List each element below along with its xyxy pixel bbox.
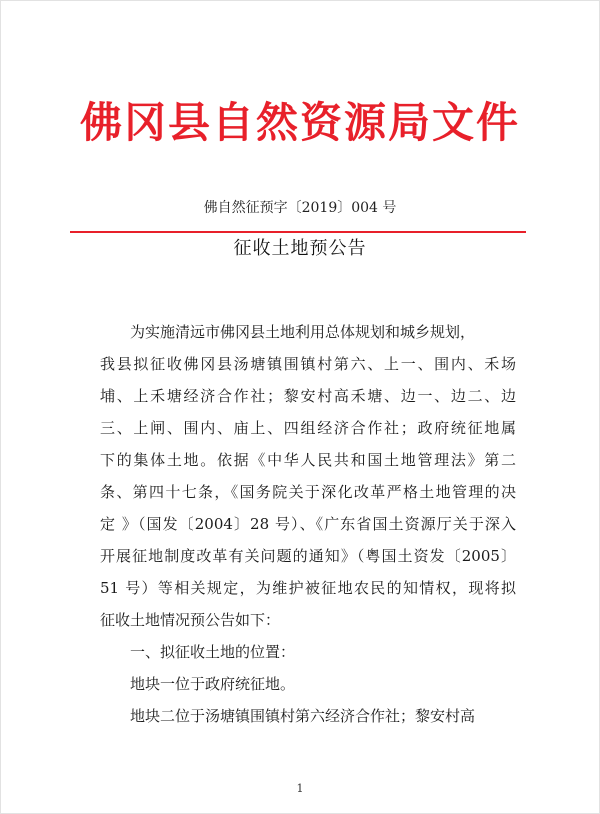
paragraph-line: 定 》（国发〔2004〕28 号）、《广东省国土资源厅关于深入 (100, 515, 516, 533)
intro-paragraph (100, 316, 516, 636)
section-heading: 一、拟征收土地的位置： (130, 643, 296, 661)
paragraph-line: 下的集体土地。依据《中华人民共和国土地管理法》第二 (100, 451, 516, 469)
notice-body (100, 316, 516, 732)
paragraph-line: 为实施清远市佛冈县土地利用总体规划和城乡规划， (130, 323, 476, 341)
notice-title: 征收土地预公告 (233, 238, 367, 259)
paragraph-line: 我县拟征收佛冈县汤塘镇围镇村第六、上一、围内、禾场 (100, 355, 516, 373)
paragraph-line: 51 号）等相关规定，为维护被征地农民的知情权，现将拟 (100, 579, 516, 597)
plot-1-description: 地块一位于政府统征地。 (130, 675, 296, 693)
red-divider-line (70, 231, 526, 233)
paragraph-line: 埔、上禾塘经济合作社；黎安村高禾塘、边一、边二、边 (100, 387, 516, 405)
document-number: 佛自然征预字〔2019〕004 号 (203, 200, 397, 216)
paragraph-line: 开展征地制度改革有关问题的通知》（粤国土资发〔2005〕 (100, 547, 516, 565)
paragraph-line: 征收土地情况预公告如下： (100, 611, 281, 629)
plot-2-description: 地块二位于汤塘镇围镇村第六经济合作社；黎安村高 (130, 707, 476, 725)
paragraph-line: 三、上闸、围内、庙上、四组经济合作社；政府统征地属 (100, 419, 516, 437)
document-header-title: 佛冈县自然资源局文件 (79, 98, 520, 147)
page-number: 1 (296, 782, 304, 795)
paragraph-line: 条、第四十七条，《国务院关于深化改革严格土地管理的决 (100, 483, 516, 501)
